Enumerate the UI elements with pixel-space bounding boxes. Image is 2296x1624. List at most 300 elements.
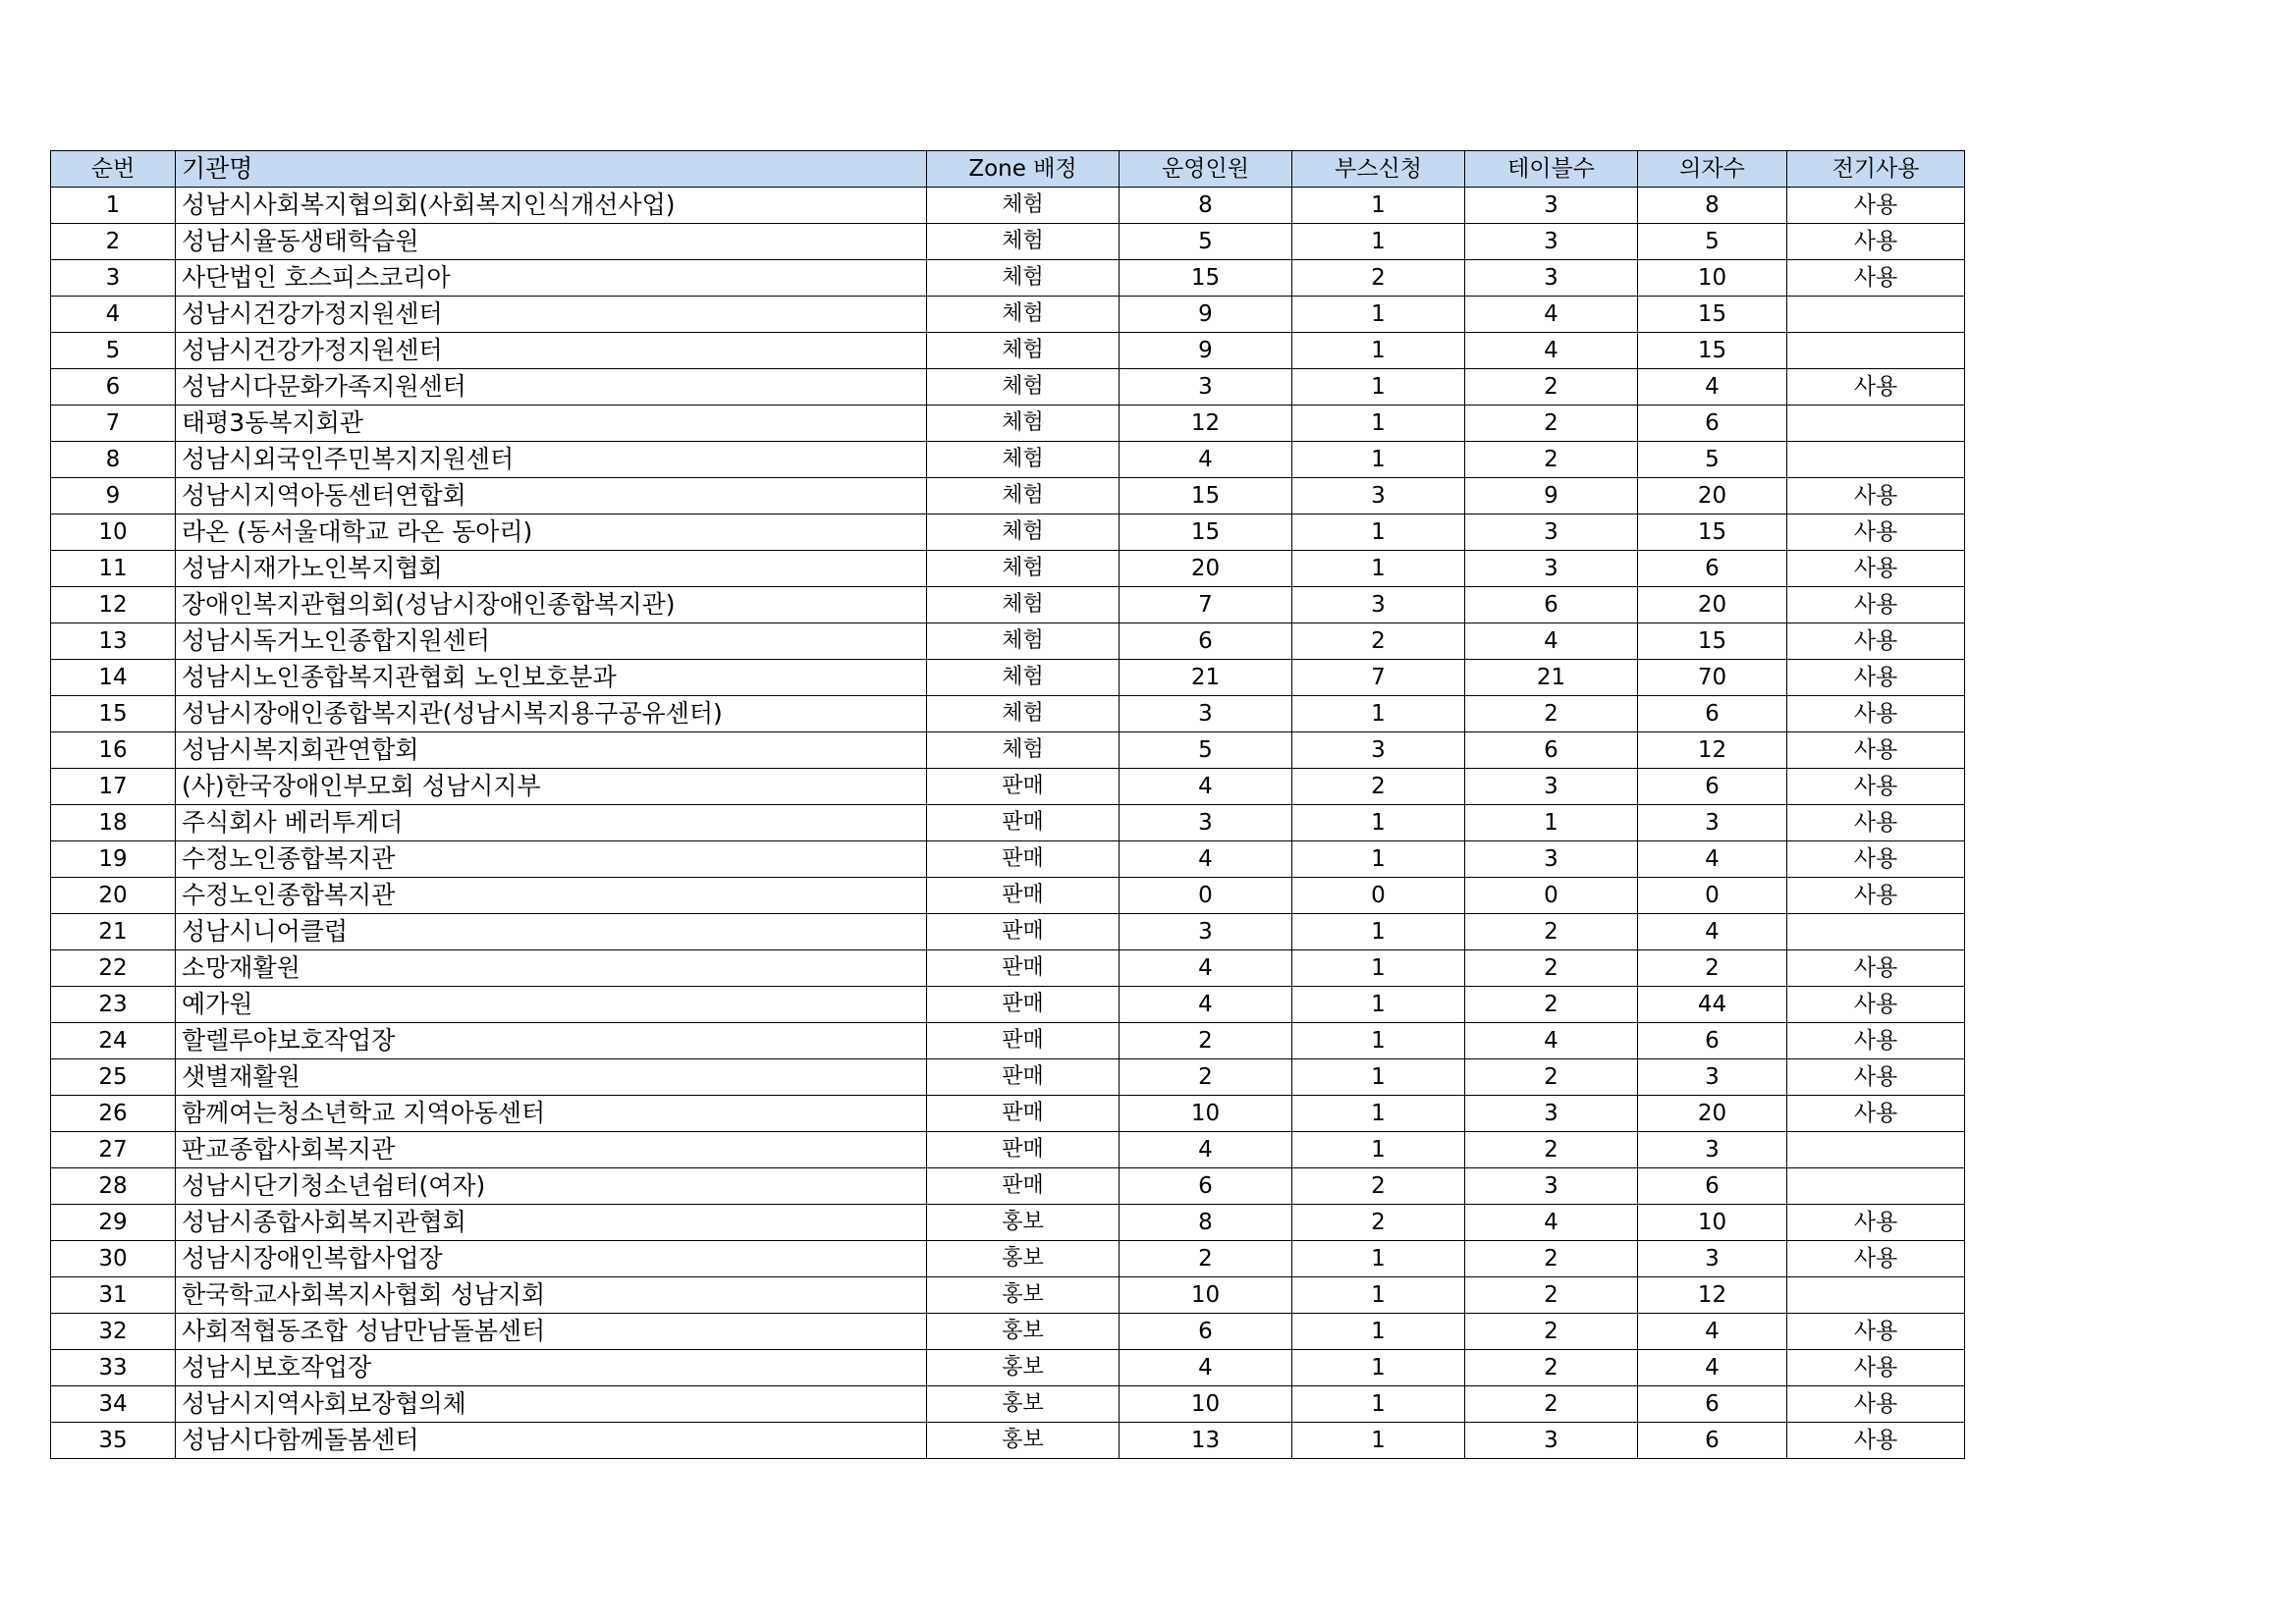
cell-staff: 3: [1120, 805, 1292, 841]
cell-no: 13: [51, 623, 176, 660]
table-row: [51, 1096, 1965, 1132]
cell-staff: 2: [1120, 1059, 1292, 1096]
cell-chairs: 44: [1638, 987, 1787, 1023]
cell-chairs: 4: [1638, 841, 1787, 878]
cell-staff: 2: [1120, 1241, 1292, 1277]
header-tables: 테이블수: [1465, 151, 1638, 188]
cell-chairs: 6: [1638, 1023, 1787, 1059]
cell-no: 30: [51, 1241, 176, 1277]
cell-staff: 6: [1120, 1314, 1292, 1350]
table-row: [51, 514, 1965, 551]
cell-power: 사용: [1787, 1096, 1965, 1132]
cell-booth: 1: [1292, 1314, 1465, 1350]
cell-no: 2: [51, 224, 176, 260]
cell-booth: 1: [1292, 841, 1465, 878]
header-row: [51, 151, 1965, 188]
table-row: [51, 660, 1965, 696]
cell-staff: 3: [1120, 914, 1292, 950]
cell-zone: 판매: [927, 1023, 1120, 1059]
cell-no: 1: [51, 188, 176, 224]
cell-booth: 1: [1292, 1023, 1465, 1059]
cell-staff: 3: [1120, 369, 1292, 406]
cell-chairs: 10: [1638, 260, 1787, 297]
cell-tables: 0: [1465, 878, 1638, 914]
table-row: [51, 442, 1965, 478]
cell-staff: 8: [1120, 1205, 1292, 1241]
cell-chairs: 8: [1638, 188, 1787, 224]
cell-no: 25: [51, 1059, 176, 1096]
cell-no: 22: [51, 950, 176, 987]
table-row: [51, 1350, 1965, 1386]
cell-power: 사용: [1787, 587, 1965, 623]
cell-staff: 8: [1120, 188, 1292, 224]
cell-tables: 2: [1465, 914, 1638, 950]
cell-name: 성남시건강가정지원센터: [176, 333, 927, 369]
cell-power: 사용: [1787, 1386, 1965, 1423]
cell-chairs: 12: [1638, 1277, 1787, 1314]
cell-zone: 홍보: [927, 1386, 1120, 1423]
cell-staff: 5: [1120, 224, 1292, 260]
cell-name: 할렐루야보호작업장: [176, 1023, 927, 1059]
cell-zone: 판매: [927, 841, 1120, 878]
cell-booth: 1: [1292, 1277, 1465, 1314]
cell-no: 17: [51, 769, 176, 805]
cell-booth: 2: [1292, 623, 1465, 660]
cell-no: 35: [51, 1423, 176, 1459]
cell-zone: 판매: [927, 1168, 1120, 1205]
cell-power: 사용: [1787, 478, 1965, 514]
cell-chairs: 3: [1638, 805, 1787, 841]
cell-staff: 15: [1120, 478, 1292, 514]
cell-no: 21: [51, 914, 176, 950]
header-booth: 부스신청: [1292, 151, 1465, 188]
cell-booth: 1: [1292, 297, 1465, 333]
table-row: [51, 1386, 1965, 1423]
header-name: 기관명: [176, 151, 927, 188]
cell-chairs: 0: [1638, 878, 1787, 914]
cell-chairs: 5: [1638, 224, 1787, 260]
table-row: [51, 914, 1965, 950]
cell-power: 사용: [1787, 1205, 1965, 1241]
cell-zone: 판매: [927, 1059, 1120, 1096]
cell-booth: 1: [1292, 1241, 1465, 1277]
cell-zone: 판매: [927, 914, 1120, 950]
cell-power: [1787, 406, 1965, 442]
table-row: [51, 478, 1965, 514]
cell-chairs: 4: [1638, 369, 1787, 406]
cell-booth: 1: [1292, 406, 1465, 442]
table-row: [51, 260, 1965, 297]
cell-name: 성남시장애인종합복지관(성남시복지용구공유센터): [176, 696, 927, 732]
table-row: [51, 878, 1965, 914]
cell-name: 성남시건강가정지원센터: [176, 297, 927, 333]
cell-chairs: 15: [1638, 297, 1787, 333]
cell-no: 5: [51, 333, 176, 369]
cell-no: 9: [51, 478, 176, 514]
cell-booth: 1: [1292, 914, 1465, 950]
cell-name: 함께여는청소년학교 지역아동센터: [176, 1096, 927, 1132]
table-row: [51, 188, 1965, 224]
cell-name: 성남시종합사회복지관협회: [176, 1205, 927, 1241]
cell-power: 사용: [1787, 1314, 1965, 1350]
cell-staff: 15: [1120, 260, 1292, 297]
cell-tables: 2: [1465, 696, 1638, 732]
cell-booth: 1: [1292, 1386, 1465, 1423]
cell-tables: 3: [1465, 551, 1638, 587]
cell-zone: 판매: [927, 987, 1120, 1023]
cell-name: 장애인복지관협의회(성남시장애인종합복지관): [176, 587, 927, 623]
cell-name: 예가원: [176, 987, 927, 1023]
table-row: [51, 587, 1965, 623]
cell-power: 사용: [1787, 950, 1965, 987]
cell-staff: 0: [1120, 878, 1292, 914]
cell-power: 사용: [1787, 841, 1965, 878]
cell-booth: 1: [1292, 696, 1465, 732]
cell-name: 성남시다문화가족지원센터: [176, 369, 927, 406]
cell-booth: 1: [1292, 950, 1465, 987]
cell-chairs: 15: [1638, 514, 1787, 551]
table-row: [51, 696, 1965, 732]
cell-booth: 1: [1292, 188, 1465, 224]
cell-tables: 3: [1465, 1168, 1638, 1205]
table-row: [51, 623, 1965, 660]
cell-tables: 2: [1465, 369, 1638, 406]
cell-power: [1787, 442, 1965, 478]
cell-staff: 4: [1120, 950, 1292, 987]
cell-chairs: 20: [1638, 478, 1787, 514]
table-row: [51, 224, 1965, 260]
cell-tables: 6: [1465, 732, 1638, 769]
cell-chairs: 6: [1638, 769, 1787, 805]
cell-booth: 3: [1292, 732, 1465, 769]
cell-zone: 판매: [927, 950, 1120, 987]
cell-tables: 2: [1465, 406, 1638, 442]
cell-staff: 13: [1120, 1423, 1292, 1459]
cell-staff: 6: [1120, 1168, 1292, 1205]
cell-zone: 판매: [927, 769, 1120, 805]
cell-no: 7: [51, 406, 176, 442]
cell-booth: 1: [1292, 1423, 1465, 1459]
cell-zone: 판매: [927, 1132, 1120, 1168]
cell-tables: 3: [1465, 188, 1638, 224]
cell-chairs: 2: [1638, 950, 1787, 987]
cell-name: 성남시독거노인종합지원센터: [176, 623, 927, 660]
cell-no: 16: [51, 732, 176, 769]
cell-tables: 2: [1465, 1132, 1638, 1168]
cell-chairs: 6: [1638, 1168, 1787, 1205]
cell-tables: 3: [1465, 841, 1638, 878]
cell-no: 18: [51, 805, 176, 841]
cell-name: 성남시외국인주민복지지원센터: [176, 442, 927, 478]
cell-power: 사용: [1787, 1023, 1965, 1059]
cell-booth: 1: [1292, 551, 1465, 587]
cell-staff: 3: [1120, 696, 1292, 732]
table-row: [51, 805, 1965, 841]
cell-tables: 3: [1465, 260, 1638, 297]
cell-tables: 2: [1465, 442, 1638, 478]
cell-zone: 체험: [927, 732, 1120, 769]
cell-name: 수정노인종합복지관: [176, 841, 927, 878]
cell-tables: 3: [1465, 1096, 1638, 1132]
cell-staff: 4: [1120, 769, 1292, 805]
cell-booth: 1: [1292, 1096, 1465, 1132]
table-row: [51, 1423, 1965, 1459]
cell-power: 사용: [1787, 551, 1965, 587]
cell-power: 사용: [1787, 1423, 1965, 1459]
cell-booth: 1: [1292, 1350, 1465, 1386]
cell-booth: 1: [1292, 1059, 1465, 1096]
cell-tables: 2: [1465, 1314, 1638, 1350]
table-row: [51, 406, 1965, 442]
cell-tables: 6: [1465, 587, 1638, 623]
cell-chairs: 3: [1638, 1241, 1787, 1277]
cell-power: 사용: [1787, 224, 1965, 260]
cell-booth: 1: [1292, 333, 1465, 369]
cell-zone: 체험: [927, 660, 1120, 696]
cell-power: 사용: [1787, 732, 1965, 769]
cell-zone: 판매: [927, 878, 1120, 914]
cell-power: [1787, 1168, 1965, 1205]
cell-chairs: 20: [1638, 587, 1787, 623]
cell-no: 14: [51, 660, 176, 696]
header-power: 전기사용: [1787, 151, 1965, 188]
cell-tables: 4: [1465, 1023, 1638, 1059]
cell-name: 한국학교사회복지사협회 성남지회: [176, 1277, 927, 1314]
cell-power: 사용: [1787, 369, 1965, 406]
cell-tables: 2: [1465, 987, 1638, 1023]
cell-zone: 홍보: [927, 1314, 1120, 1350]
cell-staff: 10: [1120, 1277, 1292, 1314]
cell-name: 성남시율동생태학습원: [176, 224, 927, 260]
cell-booth: 7: [1292, 660, 1465, 696]
cell-power: 사용: [1787, 660, 1965, 696]
cell-zone: 체험: [927, 514, 1120, 551]
cell-staff: 10: [1120, 1096, 1292, 1132]
header-staff: 운영인원: [1120, 151, 1292, 188]
cell-no: 6: [51, 369, 176, 406]
cell-no: 19: [51, 841, 176, 878]
cell-tables: 2: [1465, 1350, 1638, 1386]
cell-staff: 4: [1120, 1350, 1292, 1386]
cell-tables: 3: [1465, 1423, 1638, 1459]
cell-no: 23: [51, 987, 176, 1023]
cell-name: 성남시보호작업장: [176, 1350, 927, 1386]
cell-no: 10: [51, 514, 176, 551]
cell-booth: 2: [1292, 1168, 1465, 1205]
cell-power: 사용: [1787, 696, 1965, 732]
cell-name: 성남시재가노인복지협회: [176, 551, 927, 587]
cell-tables: 3: [1465, 514, 1638, 551]
cell-zone: 체험: [927, 224, 1120, 260]
cell-staff: 9: [1120, 297, 1292, 333]
cell-chairs: 4: [1638, 1350, 1787, 1386]
cell-no: 3: [51, 260, 176, 297]
cell-no: 8: [51, 442, 176, 478]
cell-name: (사)한국장애인부모회 성남시지부: [176, 769, 927, 805]
cell-name: 성남시니어클럽: [176, 914, 927, 950]
cell-name: 성남시노인종합복지관협회 노인보호분과: [176, 660, 927, 696]
cell-staff: 15: [1120, 514, 1292, 551]
cell-power: [1787, 1132, 1965, 1168]
cell-power: 사용: [1787, 1241, 1965, 1277]
cell-chairs: 15: [1638, 623, 1787, 660]
cell-chairs: 3: [1638, 1059, 1787, 1096]
cell-name: 성남시장애인복합사업장: [176, 1241, 927, 1277]
cell-zone: 체험: [927, 369, 1120, 406]
cell-tables: 4: [1465, 623, 1638, 660]
cell-no: 29: [51, 1205, 176, 1241]
cell-staff: 7: [1120, 587, 1292, 623]
cell-power: 사용: [1787, 260, 1965, 297]
cell-zone: 체험: [927, 623, 1120, 660]
cell-booth: 1: [1292, 987, 1465, 1023]
cell-chairs: 3: [1638, 1132, 1787, 1168]
table-row: [51, 950, 1965, 987]
cell-tables: 4: [1465, 1205, 1638, 1241]
cell-no: 24: [51, 1023, 176, 1059]
cell-zone: 체험: [927, 696, 1120, 732]
cell-tables: 3: [1465, 769, 1638, 805]
cell-zone: 판매: [927, 805, 1120, 841]
cell-power: 사용: [1787, 1059, 1965, 1096]
cell-power: 사용: [1787, 1350, 1965, 1386]
cell-zone: 체험: [927, 297, 1120, 333]
cell-power: 사용: [1787, 514, 1965, 551]
cell-zone: 체험: [927, 551, 1120, 587]
cell-no: 20: [51, 878, 176, 914]
cell-chairs: 10: [1638, 1205, 1787, 1241]
table-row: [51, 1023, 1965, 1059]
cell-zone: 홍보: [927, 1350, 1120, 1386]
cell-chairs: 6: [1638, 406, 1787, 442]
cell-no: 28: [51, 1168, 176, 1205]
cell-booth: 1: [1292, 369, 1465, 406]
cell-power: 사용: [1787, 878, 1965, 914]
cell-booth: 3: [1292, 478, 1465, 514]
cell-tables: 2: [1465, 1059, 1638, 1096]
cell-chairs: 15: [1638, 333, 1787, 369]
cell-tables: 3: [1465, 224, 1638, 260]
cell-tables: 2: [1465, 1386, 1638, 1423]
header-zone: Zone 배정: [927, 151, 1120, 188]
cell-chairs: 4: [1638, 1314, 1787, 1350]
cell-zone: 체험: [927, 442, 1120, 478]
cell-power: 사용: [1787, 987, 1965, 1023]
cell-name: 성남시지역아동센터연합회: [176, 478, 927, 514]
cell-chairs: 6: [1638, 551, 1787, 587]
cell-zone: 체험: [927, 406, 1120, 442]
cell-no: 12: [51, 587, 176, 623]
cell-staff: 21: [1120, 660, 1292, 696]
cell-staff: 9: [1120, 333, 1292, 369]
cell-power: 사용: [1787, 805, 1965, 841]
cell-name: 판교종합사회복지관: [176, 1132, 927, 1168]
cell-power: [1787, 333, 1965, 369]
cell-booth: 2: [1292, 1205, 1465, 1241]
booth-application-table: [50, 150, 1965, 1459]
cell-power: [1787, 914, 1965, 950]
cell-zone: 홍보: [927, 1205, 1120, 1241]
cell-zone: 홍보: [927, 1277, 1120, 1314]
table-row: [51, 987, 1965, 1023]
table-body: [51, 188, 1965, 1459]
table-row: [51, 841, 1965, 878]
table-row: [51, 1241, 1965, 1277]
cell-name: 성남시복지회관연합회: [176, 732, 927, 769]
cell-staff: 5: [1120, 732, 1292, 769]
cell-zone: 체험: [927, 478, 1120, 514]
cell-chairs: 6: [1638, 1423, 1787, 1459]
cell-name: 성남시다함께돌봄센터: [176, 1423, 927, 1459]
cell-name: 성남시단기청소년쉼터(여자): [176, 1168, 927, 1205]
cell-chairs: 6: [1638, 1386, 1787, 1423]
cell-tables: 21: [1465, 660, 1638, 696]
cell-name: 태평3동복지회관: [176, 406, 927, 442]
cell-no: 11: [51, 551, 176, 587]
table-row: [51, 1059, 1965, 1096]
cell-staff: 12: [1120, 406, 1292, 442]
table-row: [51, 297, 1965, 333]
cell-tables: 2: [1465, 1277, 1638, 1314]
cell-name: 성남시사회복지협의회(사회복지인식개선사업): [176, 188, 927, 224]
table-row: [51, 551, 1965, 587]
cell-power: 사용: [1787, 188, 1965, 224]
cell-name: 라온 (동서울대학교 라온 동아리): [176, 514, 927, 551]
cell-name: 샛별재활원: [176, 1059, 927, 1096]
table-row: [51, 369, 1965, 406]
cell-name: 소망재활원: [176, 950, 927, 987]
cell-chairs: 12: [1638, 732, 1787, 769]
cell-name: 성남시지역사회보장협의체: [176, 1386, 927, 1423]
cell-name: 수정노인종합복지관: [176, 878, 927, 914]
cell-booth: 1: [1292, 1132, 1465, 1168]
header-chairs: 의자수: [1638, 151, 1787, 188]
table-row: [51, 732, 1965, 769]
cell-no: 34: [51, 1386, 176, 1423]
cell-tables: 2: [1465, 1241, 1638, 1277]
cell-tables: 1: [1465, 805, 1638, 841]
cell-booth: 2: [1292, 260, 1465, 297]
cell-zone: 체험: [927, 333, 1120, 369]
cell-staff: 4: [1120, 987, 1292, 1023]
cell-no: 32: [51, 1314, 176, 1350]
cell-tables: 2: [1465, 950, 1638, 987]
cell-staff: 20: [1120, 551, 1292, 587]
cell-zone: 체험: [927, 188, 1120, 224]
cell-chairs: 70: [1638, 660, 1787, 696]
table-row: [51, 1314, 1965, 1350]
cell-staff: 4: [1120, 442, 1292, 478]
table-row: [51, 333, 1965, 369]
cell-staff: 4: [1120, 1132, 1292, 1168]
cell-staff: 6: [1120, 623, 1292, 660]
cell-no: 27: [51, 1132, 176, 1168]
cell-booth: 2: [1292, 769, 1465, 805]
cell-staff: 10: [1120, 1386, 1292, 1423]
cell-no: 31: [51, 1277, 176, 1314]
cell-booth: 1: [1292, 514, 1465, 551]
cell-chairs: 5: [1638, 442, 1787, 478]
cell-tables: 9: [1465, 478, 1638, 514]
cell-chairs: 20: [1638, 1096, 1787, 1132]
cell-name: 주식회사 베러투게더: [176, 805, 927, 841]
cell-zone: 판매: [927, 1096, 1120, 1132]
cell-staff: 4: [1120, 841, 1292, 878]
cell-booth: 1: [1292, 805, 1465, 841]
table-row: [51, 769, 1965, 805]
cell-tables: 4: [1465, 333, 1638, 369]
cell-power: [1787, 1277, 1965, 1314]
